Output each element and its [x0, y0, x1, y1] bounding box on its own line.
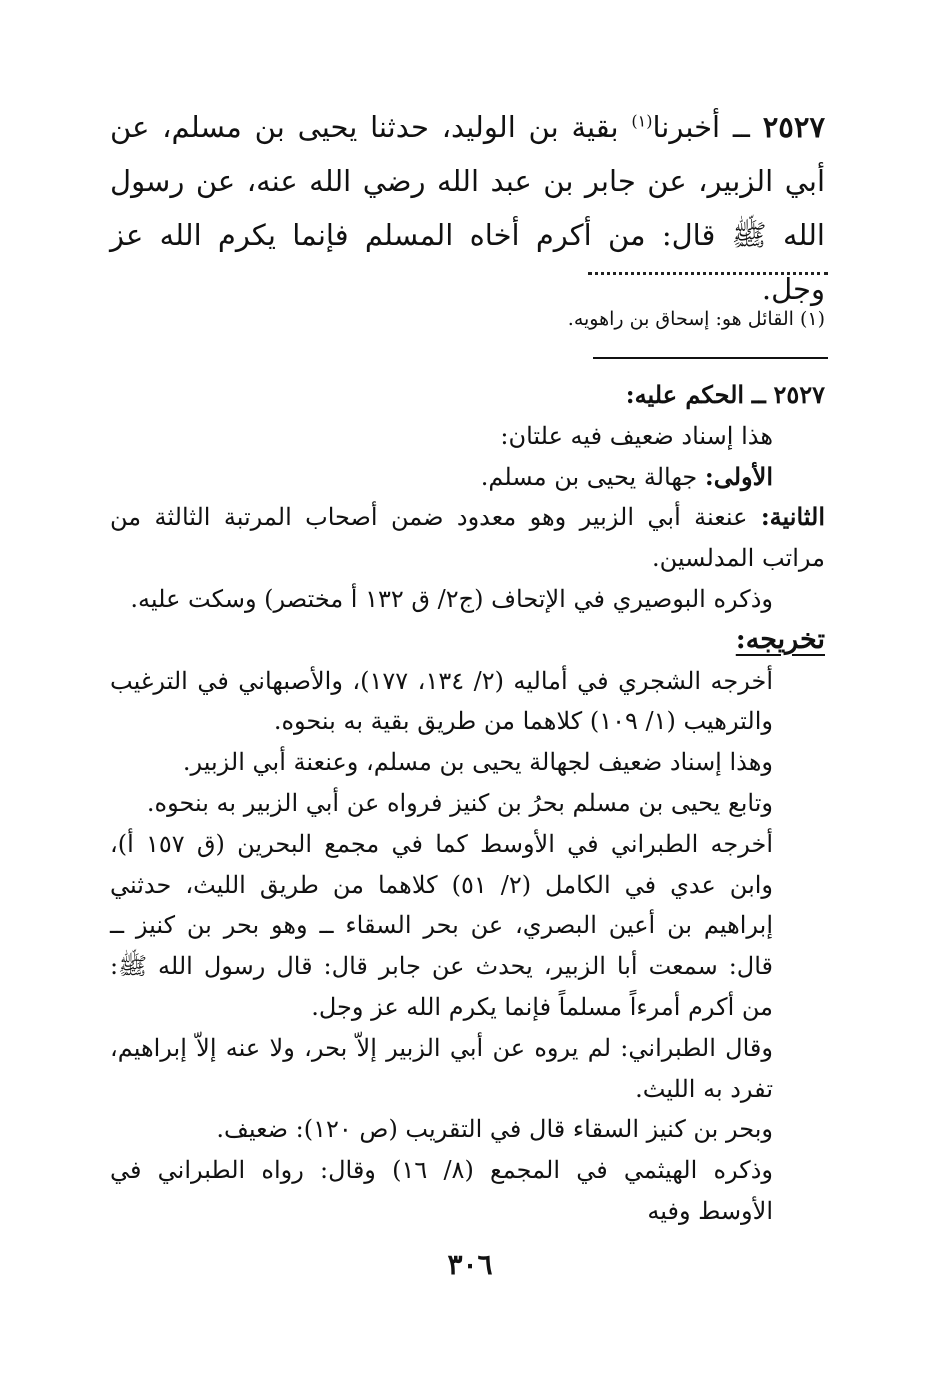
ruling-heading-number: ٢٥٢٧: [773, 380, 825, 409]
takhrij-paragraph-6: وبحر بن كنيز السقاء قال في التقريب (ص ١٢٠): ضعيف.: [216, 1115, 773, 1144]
takhrij-paragraph-3: وتابع يحيى بن مسلم بحرُ بن كنيز فرواه عن أبي الزبير به بنحوه.: [146, 788, 773, 817]
ruling-intro: هذا إسناد ضعيف فيه علتان:: [500, 421, 773, 450]
page-number: ٣٠٦: [447, 1248, 493, 1281]
second-defect-text: عنعنة أبي الزبير وهو معدود ضمن أصحاب المرتبة الثالثة من مراتب المدلسين.: [110, 503, 825, 573]
footnote-text: القائل هو: إسحاق بن راهويه.: [567, 308, 794, 330]
takhrij-heading-row: [110, 620, 825, 661]
ruling-second-defect: [110, 497, 825, 579]
takhrij-paragraph-4: أخرجه الطبراني في الأوسط كما في مجمع البحرين (ق ١٥٧ أ)، وابن عدي في الكامل (٢/ ٥١) كلاهما من طريق الليث، حدثني إبراهيم بن أعين البصري، عن بحر السقاء ــ وهو بحر بن كنيز ــ قال: سمعت أبا الزبير، يحدث عن جابر قال: قال رسول الله ﷺ: من أكرم أمرءاً مسلماً فإنما يكرم الله عز وجل.: [110, 829, 774, 1021]
ruling-heading-dash: ــ: [751, 380, 766, 409]
hadith-number: ٢٥٢٧: [762, 110, 826, 144]
takhrij-paragraph-1: أخرجه الشجري في أماليه (٢/ ١٣٤، ١٧٧)، والأصبهاني في الترغيب والترهيب (١/ ١٠٩) كلاهما من طريق بقية به بنحوه.: [110, 666, 774, 736]
ruling-heading: [110, 375, 825, 416]
section-divider-line: [593, 357, 828, 359]
footnote-reference: (١): [631, 111, 653, 131]
takhrij-paragraph-5: وقال الطبراني: لم يروه عن أبي الزبير إلاّ بحر، ولا عنه إلاّ إبراهيم، تفرد به الليث.: [110, 1033, 773, 1103]
hadith-dash: ــ: [732, 110, 750, 144]
first-defect-label: الأولى:: [704, 461, 773, 491]
footnote: [568, 304, 825, 334]
takhrij-heading: تخريجه:: [735, 623, 825, 655]
ruling-heading-label: الحكم عليه:: [625, 380, 745, 409]
busiri-note: وذكره البوصيري في الإتحاف (ج٢/ ق ١٣٢ أ مختصر) وسكت عليه.: [130, 584, 773, 613]
footnote-separator-dots: [588, 272, 828, 285]
footnote-mark: (١): [799, 308, 825, 330]
hadith-body: بقية بن الوليد، حدثنا يحيى بن مسلم، عن أبي الزبير، عن جابر بن عبد الله رضي الله عنه، عن رسول الله ﷺ قال: من أكرم أخاه المسلم فإنما يكرم الله عز وجل.: [110, 110, 825, 306]
first-defect-text: جهالة يحيى بن مسلم.: [480, 462, 698, 491]
second-defect-label: الثانية:: [760, 502, 825, 532]
ruling-first-defect: [110, 457, 825, 498]
hadith-opening: أخبرنا: [652, 110, 721, 144]
takhrij-paragraph-2: وهذا إسناد ضعيف لجهالة يحيى بن مسلم، وعنعنة أبي الزبير.: [182, 748, 773, 777]
takhrij-paragraph-7: وذكره الهيثمي في المجمع (٨/ ١٦) وقال: رواه الطبراني في الأوسط وفيه: [110, 1156, 773, 1225]
commentary-block: [110, 375, 825, 1232]
